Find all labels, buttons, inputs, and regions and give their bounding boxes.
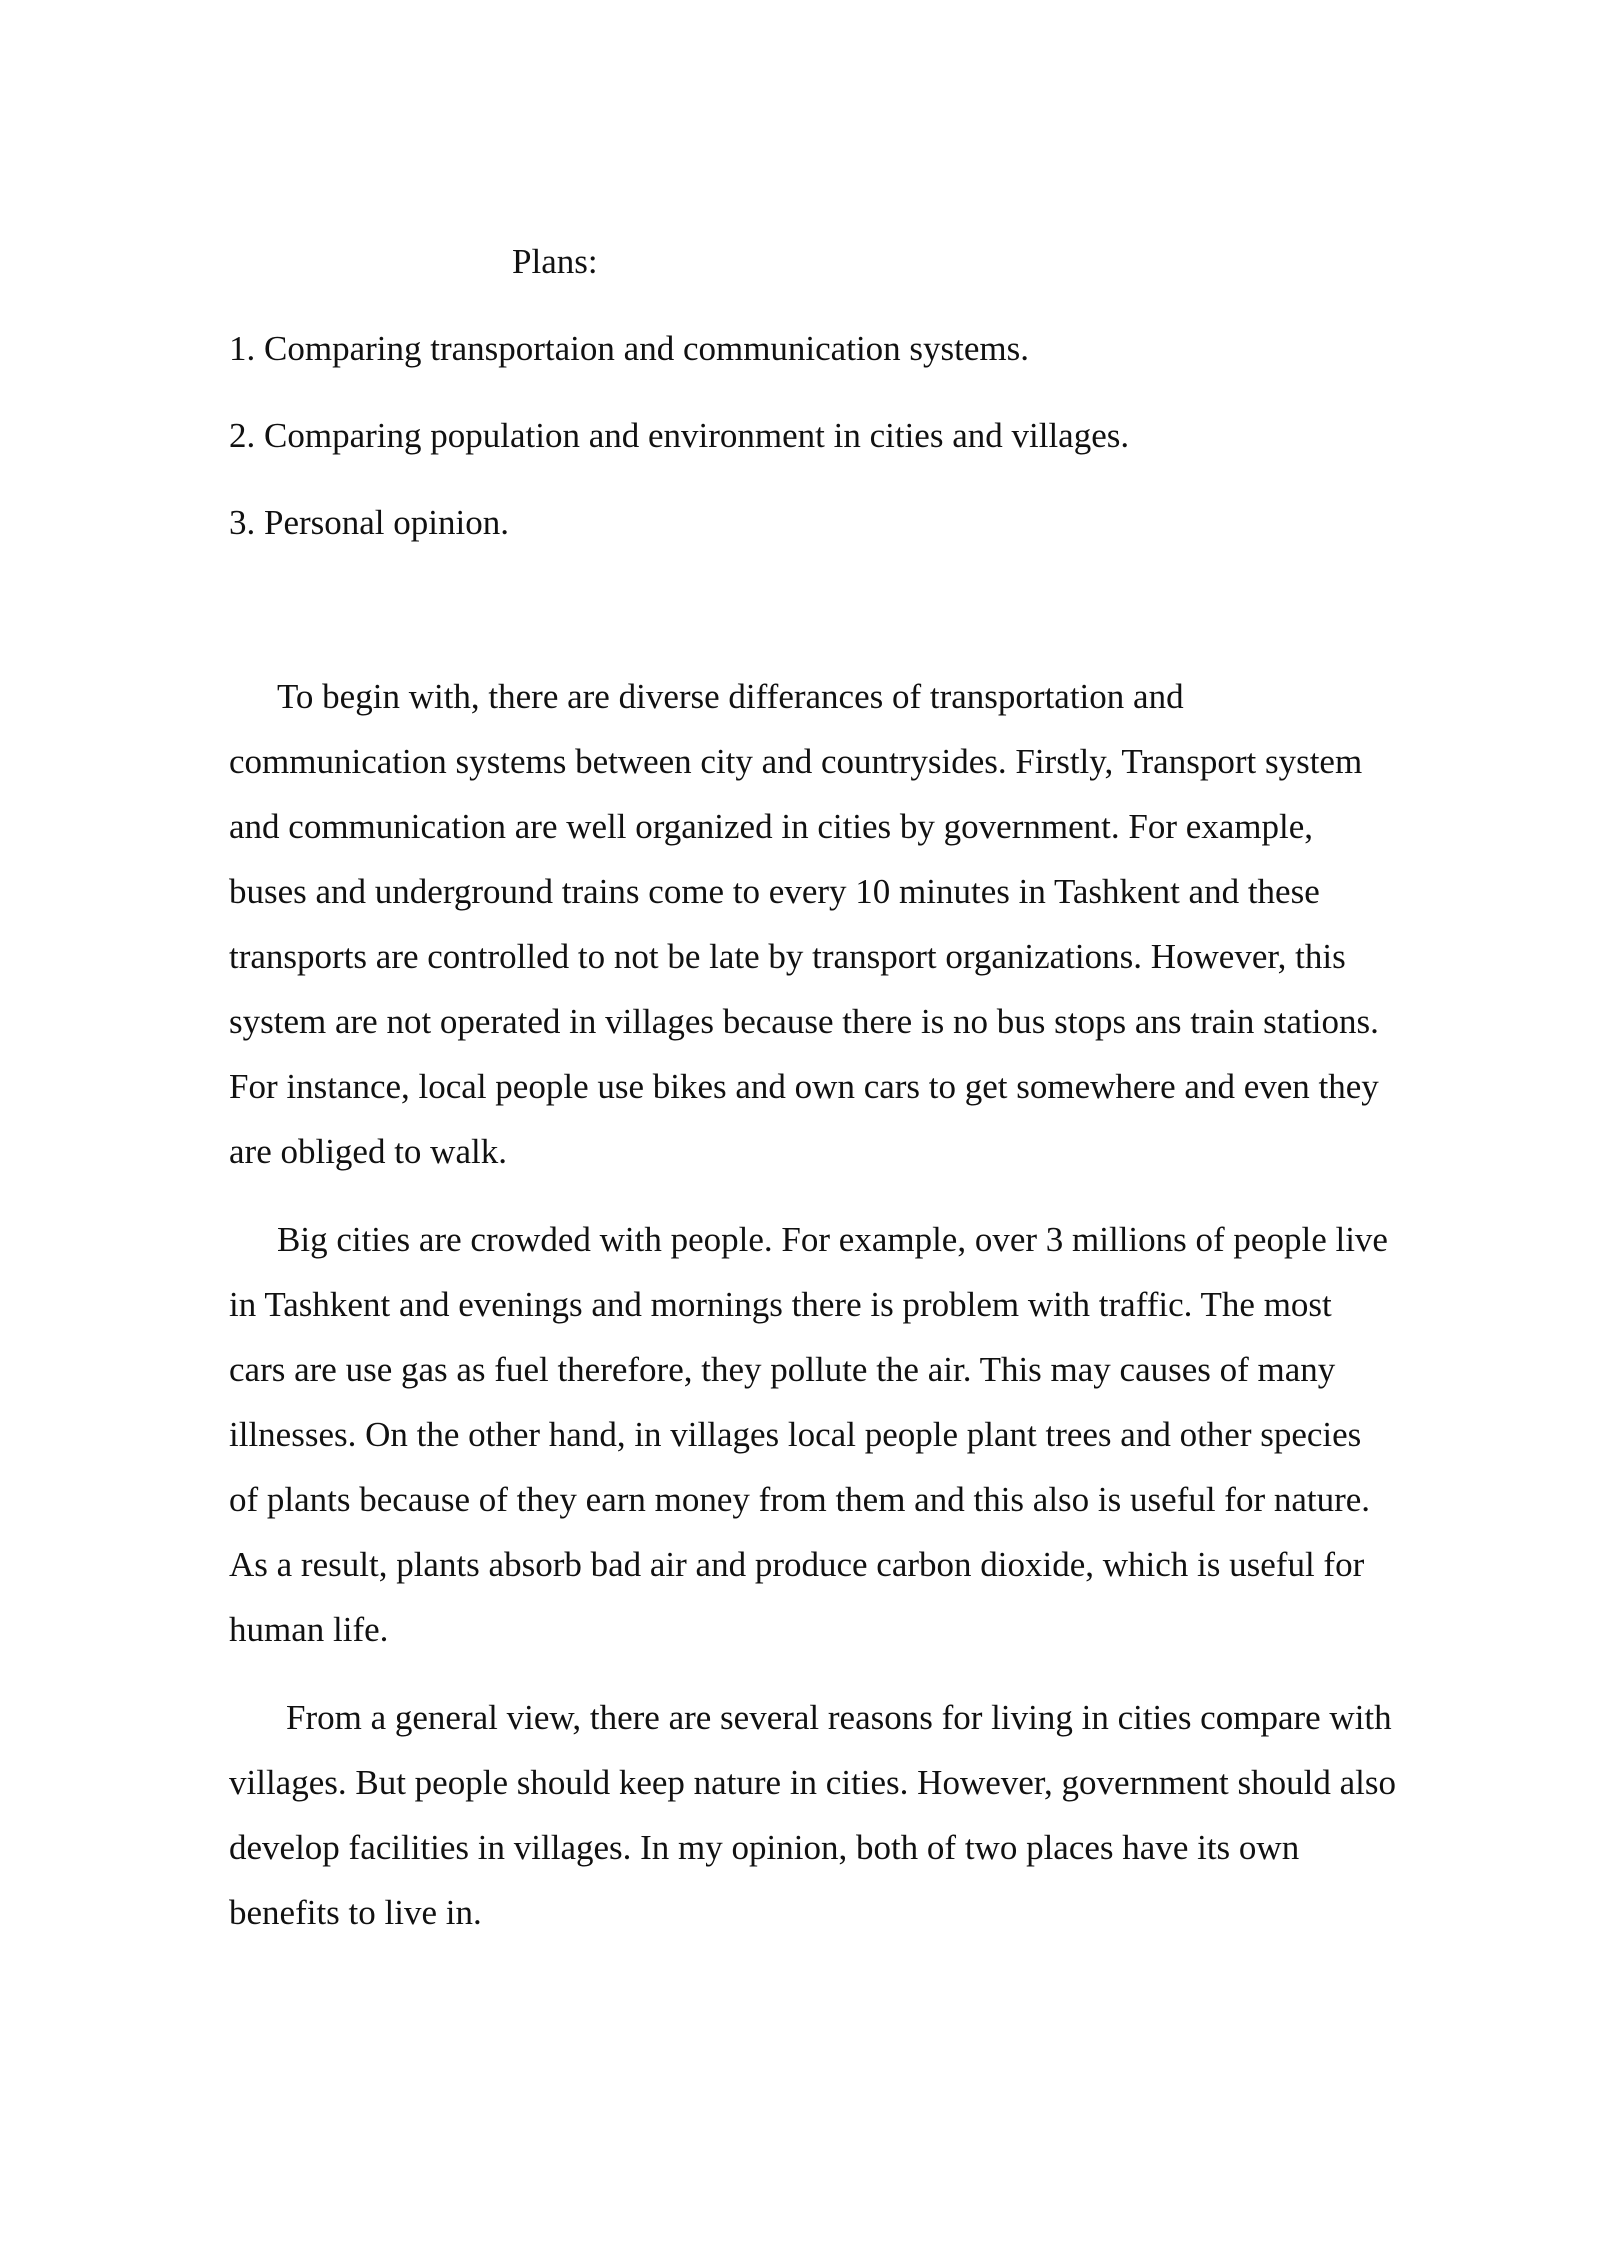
paragraph-line: in Tashkent and evenings and mornings there is problem with traffic. The most	[229, 1285, 1332, 1324]
paragraph-line: and communication are well organized in cities by government. For example,	[229, 807, 1314, 846]
plans-heading: Plans:	[512, 242, 598, 281]
paragraph-line: transports are controlled to not be late by transport organizations. However, this	[229, 937, 1346, 976]
plan-item: 1. Comparing transportaion and communication systems.	[229, 329, 1030, 368]
paragraph-line: of plants because of they earn money from them and this also is useful for nature.	[229, 1480, 1371, 1519]
paragraph-line: To begin with, there are diverse differances of transportation and	[277, 677, 1184, 716]
paragraph-line: From a general view, there are several reasons for living in cities compare with	[286, 1698, 1392, 1737]
paragraph-line: are obliged to walk.	[229, 1132, 507, 1171]
paragraph-line: buses and underground trains come to every 10 minutes in Tashkent and these	[229, 872, 1320, 911]
paragraph-line: For instance, local people use bikes and own cars to get somewhere and even they	[229, 1067, 1379, 1106]
plan-item: 3. Personal opinion.	[229, 503, 509, 542]
paragraph-line: villages. But people should keep nature in cities. However, government should also	[229, 1763, 1396, 1802]
paragraph-line: system are not operated in villages because there is no bus stops ans train stations.	[229, 1002, 1379, 1041]
paragraph-line: As a result, plants absorb bad air and produce carbon dioxide, which is useful for	[229, 1545, 1365, 1584]
paragraph-line: develop facilities in villages. In my opinion, both of two places have its own	[229, 1828, 1300, 1867]
plan-item: 2. Comparing population and environment in cities and villages.	[229, 416, 1130, 455]
paragraph-line: cars are use gas as fuel therefore, they pollute the air. This may causes of many	[229, 1350, 1336, 1389]
paragraph-line: illnesses. On the other hand, in villages local people plant trees and other species	[229, 1415, 1362, 1454]
paragraph-opinion	[229, 1685, 1489, 1945]
paragraph-line: human life.	[229, 1610, 389, 1649]
paragraph-line: Big cities are crowded with people. For example, over 3 millions of people live	[277, 1220, 1388, 1259]
paragraph-line: benefits to live in.	[229, 1893, 482, 1932]
paragraph-line: communication systems between city and countrysides. Firstly, Transport system	[229, 742, 1363, 781]
paragraph-population	[229, 1207, 1489, 1662]
paragraph-transportation	[229, 664, 1489, 1184]
